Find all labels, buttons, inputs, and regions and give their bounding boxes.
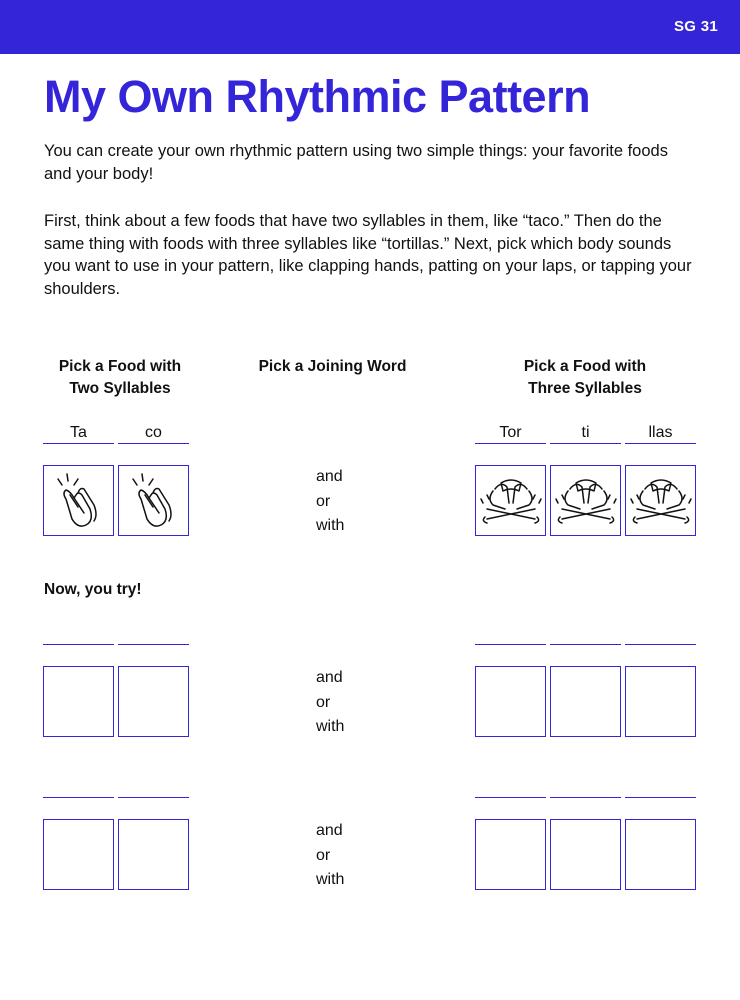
body-sound-box[interactable] xyxy=(475,819,546,890)
syllable-blank[interactable] xyxy=(625,644,696,645)
clapping-hands-icon xyxy=(131,471,177,531)
syllable-blank[interactable] xyxy=(550,644,621,645)
syllable-blank[interactable] xyxy=(118,797,189,798)
example-body-sound-box xyxy=(625,465,696,536)
syllable-blank[interactable] xyxy=(118,644,189,645)
column-header-line: Three Syllables xyxy=(528,380,642,397)
column-header-line: Two Syllables xyxy=(69,380,171,397)
body-sound-box[interactable] xyxy=(625,666,696,737)
syllable-blank[interactable] xyxy=(625,797,696,798)
page-title: My Own Rhythmic Pattern xyxy=(44,71,591,122)
column-header-line: Pick a Food with xyxy=(523,358,647,375)
joining-word: with xyxy=(316,517,345,534)
example-body-sound-box xyxy=(43,465,114,536)
clapping-hands-icon xyxy=(56,471,102,531)
example-body-sound-box xyxy=(475,465,546,536)
intro-paragraph: You can create your own rhythmic pattern using two simple things: your favorite foods and your body! xyxy=(44,142,668,183)
tapping-shoulders-icon xyxy=(629,473,693,529)
page-badge: SG 31 xyxy=(673,18,718,35)
joining-words xyxy=(316,666,344,740)
syllable-blank[interactable] xyxy=(475,797,546,798)
syllable-blank[interactable] xyxy=(475,644,546,645)
joining-words xyxy=(316,465,344,539)
column-header-three-syllables xyxy=(490,356,680,400)
body-sound-box[interactable] xyxy=(475,666,546,737)
syllable-blank[interactable] xyxy=(550,797,621,798)
joining-word: and xyxy=(316,669,343,686)
joining-word: and xyxy=(316,468,343,485)
syllable-blank[interactable] xyxy=(43,797,114,798)
body-sound-box[interactable] xyxy=(43,819,114,890)
joining-word: or xyxy=(316,846,331,864)
joining-word: and xyxy=(316,822,343,839)
top-banner xyxy=(0,0,740,54)
body-sound-box[interactable] xyxy=(43,666,114,737)
column-header-two-syllables xyxy=(40,356,200,400)
joining-word: with xyxy=(316,718,345,735)
syllable-blank[interactable] xyxy=(43,644,114,645)
body-sound-box[interactable] xyxy=(550,666,621,737)
body-sound-box[interactable] xyxy=(625,819,696,890)
example-body-sound-box xyxy=(550,465,621,536)
column-header-joining-word: Pick a Joining Word xyxy=(258,358,407,375)
joining-word: or xyxy=(316,492,331,510)
tapping-shoulders-icon xyxy=(554,473,618,529)
joining-word: or xyxy=(316,693,331,711)
example-syllable: co xyxy=(118,423,189,444)
joining-words xyxy=(316,819,344,893)
try-heading: Now, you try! xyxy=(44,581,142,598)
example-syllable: llas xyxy=(625,423,696,444)
example-body-sound-box xyxy=(118,465,189,536)
body-sound-box[interactable] xyxy=(118,666,189,737)
example-syllable: Tor xyxy=(475,423,546,444)
joining-word: with xyxy=(316,871,345,888)
column-header-line: Pick a Food with xyxy=(58,358,182,375)
body-sound-box[interactable] xyxy=(118,819,189,890)
example-syllable: Ta xyxy=(43,423,114,444)
example-syllable: ti xyxy=(550,423,621,444)
instructions-paragraph: First, think about a few foods that have two syllables in them, like “taco.” Then do the same thing with foods with three syllables like “tortillas.” Next, pick which body sounds you want to use in your pattern, like clapping hands, patting on your laps, or tapping your shoulders. xyxy=(44,212,692,298)
body-sound-box[interactable] xyxy=(550,819,621,890)
tapping-shoulders-icon xyxy=(479,473,543,529)
